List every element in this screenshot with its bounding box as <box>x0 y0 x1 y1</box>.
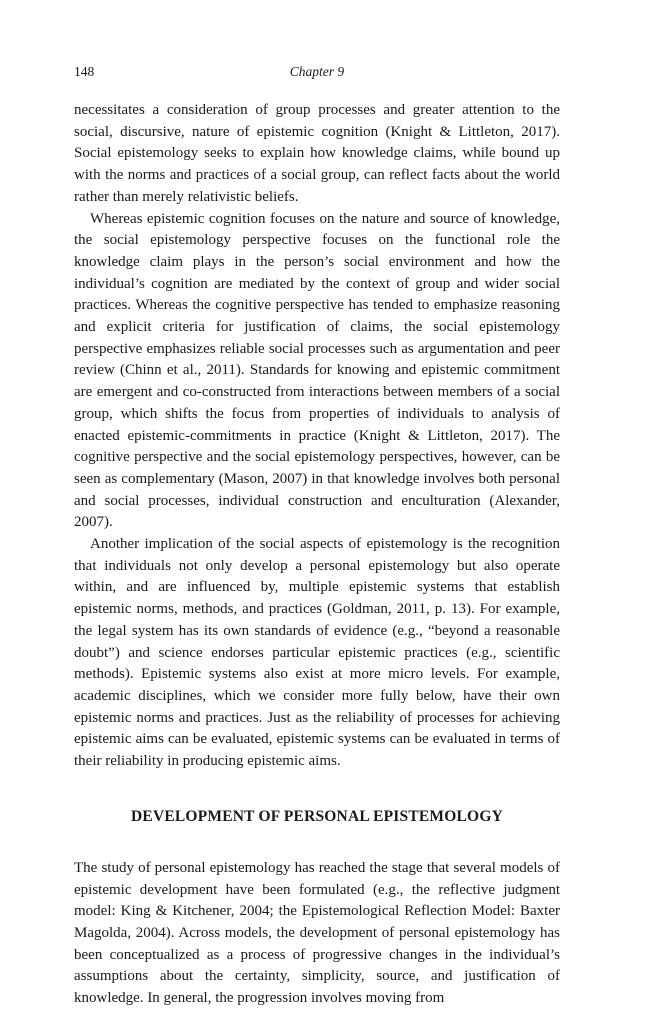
chapter-label: Chapter 9 <box>289 64 345 79</box>
section-heading: DEVELOPMENT OF PERSONAL EPISTEMOLOGY <box>131 807 503 825</box>
paragraph-2: Whereas epistemic cognition focuses on the nature and source of knowledge, the social epistemology perspective focuses on the functional role the knowledge claim plays in the person’s social environment and how the individual’s cognition are mediated by the context of group and wider social practices. Whereas the cognitive perspective has tended to emphasize reasoning and explicit criteria for justification of claims, the social epistemology perspective emphasizes reliable social processes such as argumentation and peer review (Chinn et al., 2011). Standards for knowing and epistemic commitment are emergent and co-constructed from interactions between members of a social group, which shifts the focus from properties of individuals to analysis of enacted epistemic-commitments in practice (Knight & Littleton, 2017). The cognitive perspective and the social epistemology perspectives, however, can be seen as complementary (Mason, 2007) in that knowledge involves both personal and social processes, individual construction and enculturation (Alexander, 2007). <box>74 210 560 531</box>
book-page <box>74 64 560 1010</box>
paragraph-1: necessitates a consideration of group processes and greater attention to the social, discursive, nature of epistemic cognition (Knight & Littleton, 2017). Social epistemology seeks to explain how knowledge claims, while bound up with the norms and practices of a social group, can reflect facts about the world rather than merely relativistic beliefs. <box>74 102 560 205</box>
section-paragraph-1: The study of personal epistemology has reached the stage that several models of epistemic development have been formulated (e.g., the reflective judgment model: King & Kitchener, 2004; the Epistemological Reflection Model: Baxter Magolda, 2004). Across models, the development of personal epistemology has been conceptualized as a process of progressive changes in the individual’s assumptions about the certainty, simplicity, source, and justification of knowledge. In general, the progression involves moving from <box>74 859 560 1007</box>
page-number: 148 <box>74 64 95 79</box>
body-text <box>74 100 560 1010</box>
running-head <box>74 64 560 86</box>
paragraph-3: Another implication of the social aspects of epistemology is the recognition that individuals not only develop a personal epistemology but also operate within, and are influenced by, multiple epistemic systems that establish epistemic norms, methods, and practices (Goldman, 2011, p. 13). For example, the legal system has its own standards of evidence (e.g., “beyond a reasonable doubt”) and science endorses particular epistemic practices (e.g., scientific methods). Epistemic systems also exist at more micro levels. For example, academic disciplines, which we consider more fully below, have their own epistemic norms and practices. Just as the reliability of processes for achieving epistemic aims can be evaluated, epistemic systems can be evaluated in terms of their reliability in producing epistemic aims. <box>74 536 560 770</box>
